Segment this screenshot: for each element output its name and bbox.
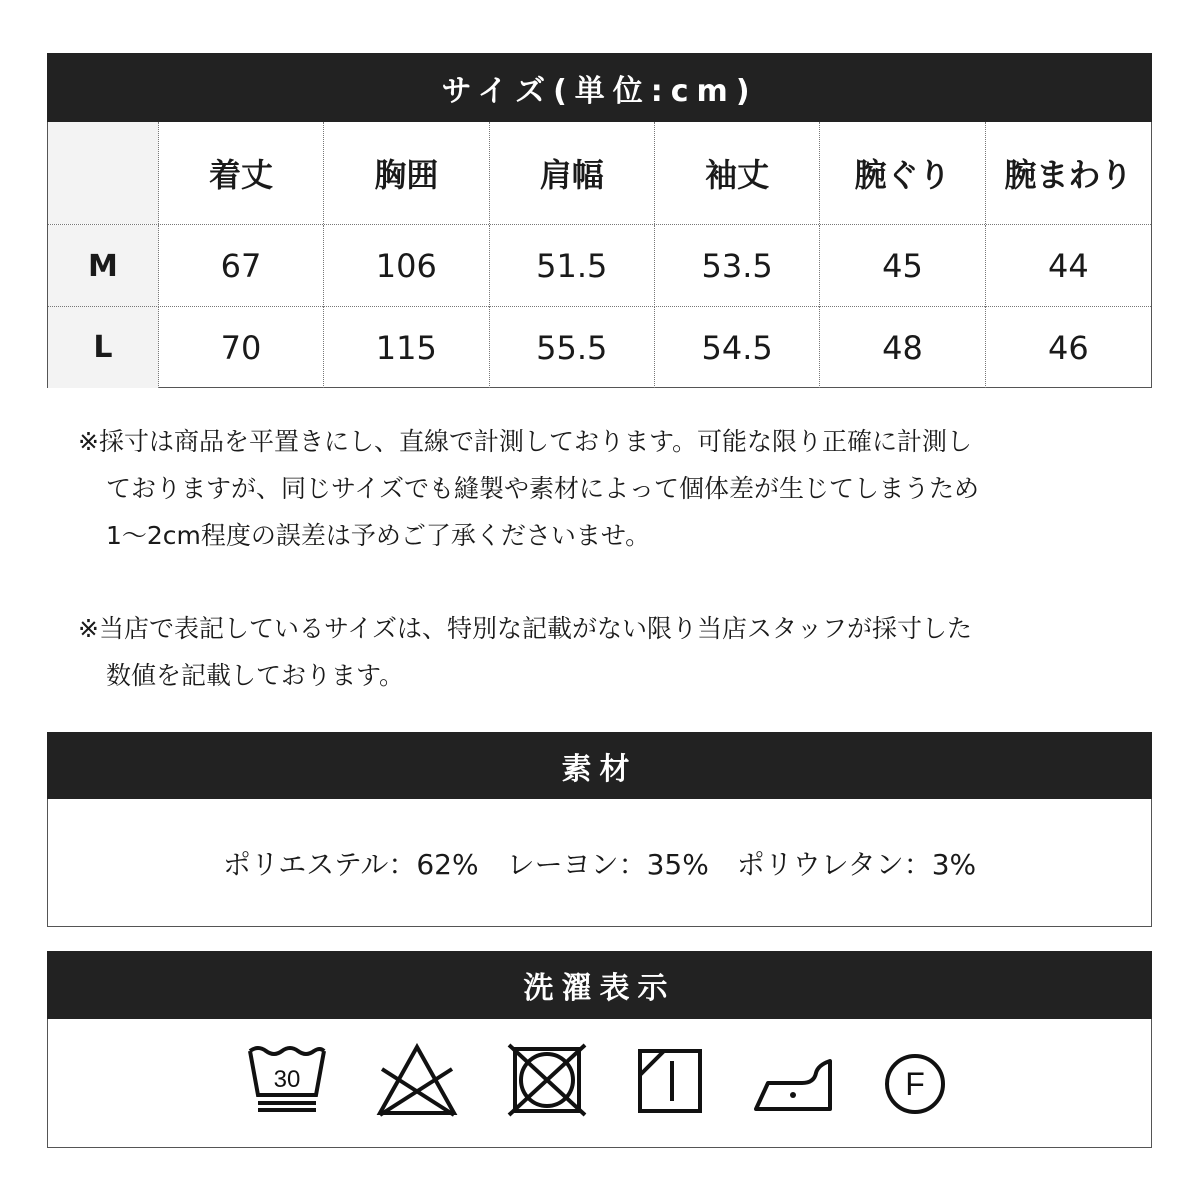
note-text: ておりますが、同じサイズでも縫製や素材によって個体差が生じてしまうため <box>106 474 980 503</box>
table-cell: 48 <box>820 307 985 388</box>
column-header-arm-circumference: 腕まわり <box>1004 156 1133 194</box>
table-cell: 70 <box>159 307 324 388</box>
size-label: M <box>48 225 159 307</box>
note-text: 1～2cm程度の誤差は予めご了承くださいませ。 <box>106 521 651 550</box>
wash-30-very-gentle-icon <box>246 1043 328 1117</box>
table-cell: 53.5 <box>655 225 820 307</box>
dry-clean-letter: F <box>905 1066 925 1102</box>
table-cell: 54.5 <box>655 307 820 388</box>
column-header-shoulder: 肩幅 <box>490 122 655 224</box>
table-cell: 46 <box>1047 328 1089 367</box>
material-box <box>47 799 1152 927</box>
table-cell: 67 <box>159 225 324 307</box>
note-text: 数値を記載しております。 <box>106 661 405 690</box>
no-bleach-icon <box>376 1043 458 1117</box>
size-section-title: サイズ(単位:cm) <box>47 53 1152 122</box>
table-row <box>48 306 1151 388</box>
size-table-header-row <box>48 122 1151 224</box>
care-section-title: 洗濯表示 <box>47 951 1152 1019</box>
column-header-armhole: 腕ぐり <box>820 122 985 224</box>
note-text: ※当店で表記しているサイズは、特別な記載がない限り当店スタッフが採寸した <box>78 614 972 643</box>
note-text: ※採寸は商品を平置きにし、直線で計測しております。可能な限り正確に計測し <box>78 427 972 456</box>
column-header-sleeve: 袖丈 <box>655 122 820 224</box>
column-header-chest: 胸囲 <box>324 122 489 224</box>
material-composition: ポリエステル：62% レーヨン：35% ポリウレタン：3% <box>222 847 977 881</box>
table-cell: 45 <box>820 225 985 307</box>
iron-low-icon <box>752 1043 834 1117</box>
table-cell: 55.5 <box>490 307 655 388</box>
no-tumble-dry-icon <box>507 1043 589 1117</box>
size-table-corner <box>48 122 159 224</box>
wash-temperature-label: 30 <box>273 1066 301 1093</box>
table-row <box>48 224 1151 307</box>
table-cell: 115 <box>324 307 489 388</box>
table-cell: 106 <box>324 225 489 307</box>
measurement-notes <box>78 418 1078 699</box>
care-box <box>47 1019 1152 1148</box>
dry-clean-f-icon <box>882 1043 948 1117</box>
material-section-title: 素材 <box>47 732 1152 799</box>
size-label: L <box>48 307 159 388</box>
table-cell: 44 <box>1047 247 1089 285</box>
column-header-length: 着丈 <box>159 122 324 224</box>
table-cell: 51.5 <box>490 225 655 307</box>
size-table <box>47 122 1152 388</box>
line-dry-shade-icon <box>636 1043 706 1117</box>
